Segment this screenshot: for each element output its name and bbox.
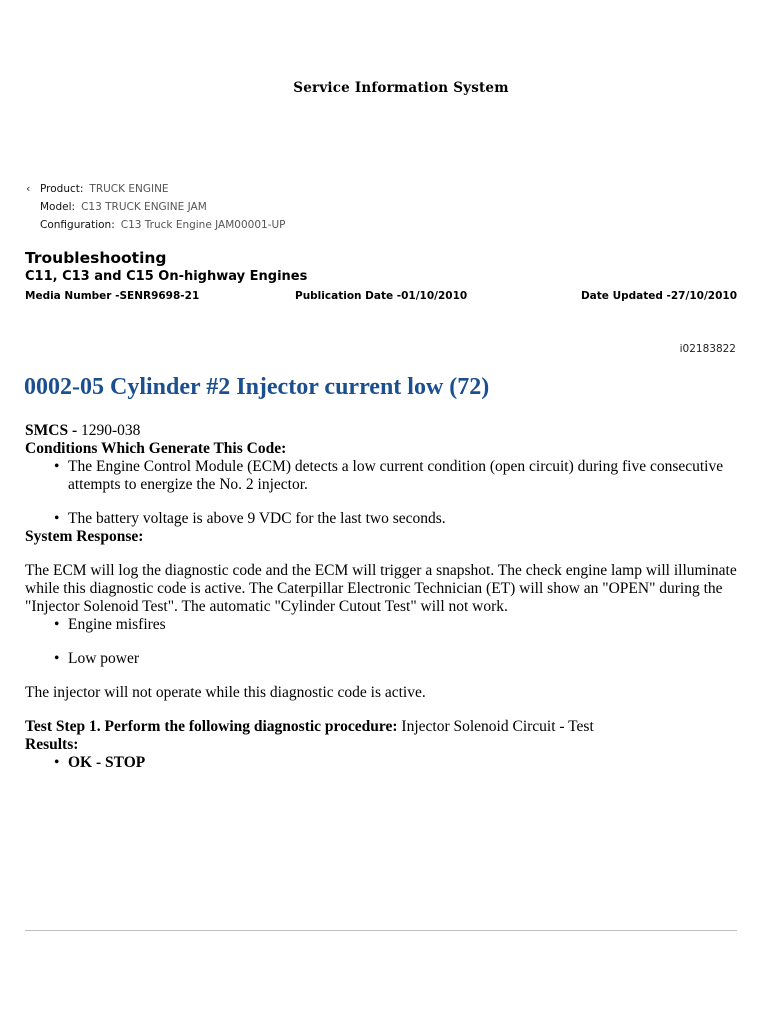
list-item: • Engine misfires — [25, 616, 737, 634]
chevron-left-icon[interactable]: ‹ — [26, 182, 31, 195]
response-text: The ECM will log the diagnostic code and the ECM will trigger a snapshot. The check engine lamp will illuminate while this diagnostic code is active. The Caterpillar Electronic Technician (ET) will show an "OPEN" during the "Injector Solenoid Test". The automatic "Cylinder Cutout Test" will not work. — [25, 562, 737, 615]
document-type: Troubleshooting — [25, 249, 167, 267]
model-value[interactable]: C13 TRUCK ENGINE JAM — [81, 201, 207, 213]
symptoms-list — [25, 616, 737, 668]
list-item: • Low power — [25, 650, 737, 668]
divider — [25, 930, 737, 931]
smcs-code — [25, 422, 737, 440]
article-title: 0002-05 Cylinder #2 Injector current low (72) — [24, 374, 490, 400]
test-step-link[interactable]: Injector Solenoid Circuit - Test — [401, 718, 594, 735]
results-heading: Results: — [25, 736, 79, 753]
result-item-text: OK - STOP — [68, 754, 146, 771]
conditions-heading: Conditions Which Generate This Code: — [25, 440, 287, 457]
breadcrumb-model — [26, 198, 286, 216]
document-subtitle: C11, C13 and C15 On-highway Engines — [25, 269, 308, 284]
document-id: i02183822 — [679, 343, 736, 355]
test-step — [25, 718, 737, 736]
injector-note: The injector will not operate while this diagnostic code is active. — [25, 684, 426, 701]
configuration-value[interactable]: C13 Truck Engine JAM00001-UP — [120, 219, 286, 231]
test-step-label: Test Step 1. Perform the following diagnostic procedure: — [25, 718, 398, 735]
result-item — [25, 754, 737, 772]
breadcrumb — [26, 180, 286, 234]
date-updated: Date Updated -27/10/2010 — [580, 290, 737, 302]
breadcrumb-configuration — [26, 216, 286, 234]
list-item: • The Engine Control Module (ECM) detects a low current condition (open circuit) during five consecutive attempts to energize the No. 2 injector. — [25, 458, 737, 494]
publication-date: Publication Date -01/10/2010 — [295, 290, 468, 302]
media-number: Media Number -SENR9698-21 — [25, 290, 200, 302]
response-heading: System Response: — [25, 528, 144, 545]
document-meta — [25, 290, 737, 302]
model-label: Model: — [40, 201, 76, 213]
breadcrumb-product — [26, 180, 286, 198]
product-value[interactable]: TRUCK ENGINE — [89, 183, 169, 195]
product-label: Product: — [40, 183, 84, 195]
document-header — [25, 248, 737, 302]
smcs-value: 1290-038 — [80, 422, 141, 439]
list-item: • The battery voltage is above 9 VDC for the last two seconds. — [25, 510, 737, 528]
article-body — [25, 422, 737, 772]
site-title: Service Information System — [293, 80, 509, 96]
results-list — [25, 754, 737, 772]
smcs-label: SMCS - — [25, 422, 78, 439]
conditions-list — [25, 458, 737, 528]
configuration-label: Configuration: — [40, 219, 115, 231]
